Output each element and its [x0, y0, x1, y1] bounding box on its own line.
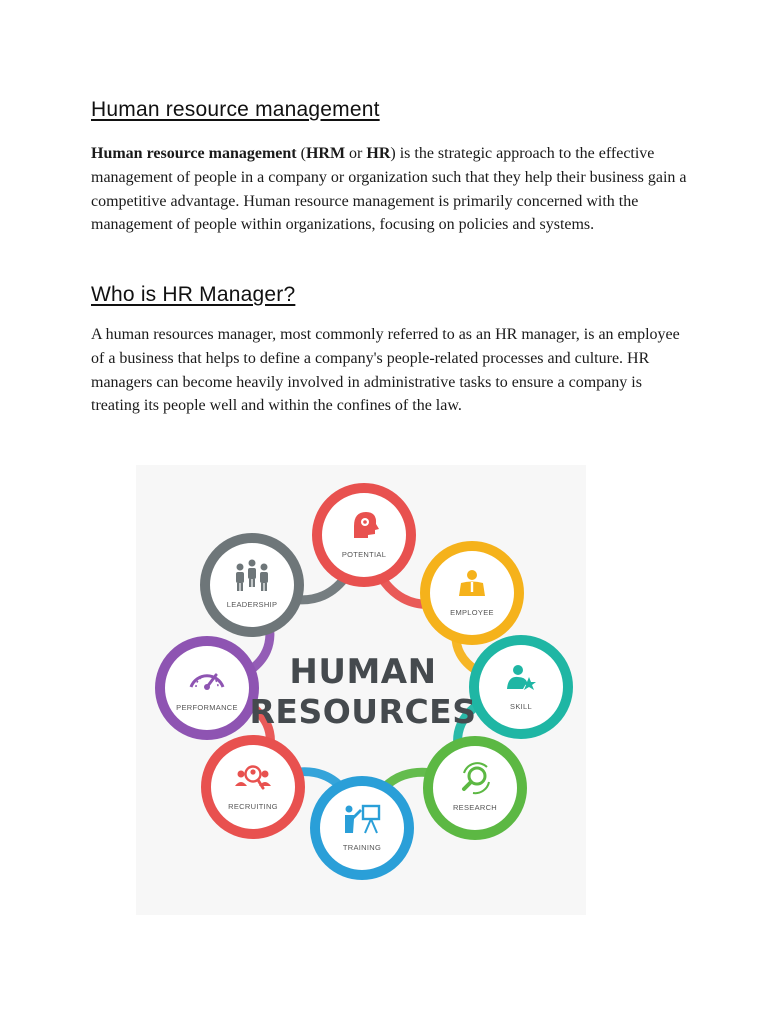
node-label: TRAINING: [342, 843, 382, 852]
node-skill: [474, 640, 568, 734]
node-employee: [425, 546, 519, 640]
center-title-line1: HUMAN: [289, 652, 437, 692]
center-title-line2: RESOURCES: [249, 692, 477, 731]
node-label: SKILL: [510, 702, 532, 711]
infographic-canvas: [136, 465, 586, 915]
node-label: RESEARCH: [452, 803, 498, 812]
node-label: PERFORMANCE: [176, 703, 238, 712]
abbr-hr: HR: [366, 145, 391, 162]
node-label: RECRUITING: [228, 802, 278, 811]
hrm-body-text: ) is the strategic approach to the effective management of people in a company or organization such that they help their business gain a competitive advantage. Human resource management is primarily concerned with the management of people within organizations, focusing on policies and systems.: [91, 145, 687, 234]
node-ring: [428, 741, 522, 835]
node-training: [315, 781, 409, 875]
abbr-hrm: HRM: [305, 145, 346, 162]
node-recruiting: [206, 740, 300, 834]
section-heading-hr-manager: Who is HR Manager?: [91, 283, 296, 306]
node-label: EMPLOYEE: [450, 608, 494, 617]
node-ring: [206, 740, 300, 834]
node-ring: [205, 538, 299, 632]
node-research: [428, 741, 522, 835]
hr-manager-paragraph: A human resources manager, most commonly referred to as an HR manager, is an employee of a business that helps to define a company's people-related processes and culture. HR managers can become heavily involved in administrative tasks to ensure a company is treating its people well and within the confines of the law.: [91, 326, 680, 415]
node-potential: [317, 488, 411, 582]
section-heading-hrm: Human resource management: [91, 98, 380, 121]
or-text: or: [345, 145, 367, 162]
node-leadership: [205, 538, 299, 632]
node-label: LEADERSHIP: [226, 600, 278, 609]
node-performance: [160, 641, 254, 735]
node-ring: [315, 781, 409, 875]
human-resources-infographic: [136, 465, 586, 915]
node-label: POTENTIAL: [341, 550, 387, 559]
paren-open: (: [296, 145, 306, 162]
hrm-paragraph: [91, 142, 691, 237]
term-bold: Human resource management: [91, 145, 297, 162]
